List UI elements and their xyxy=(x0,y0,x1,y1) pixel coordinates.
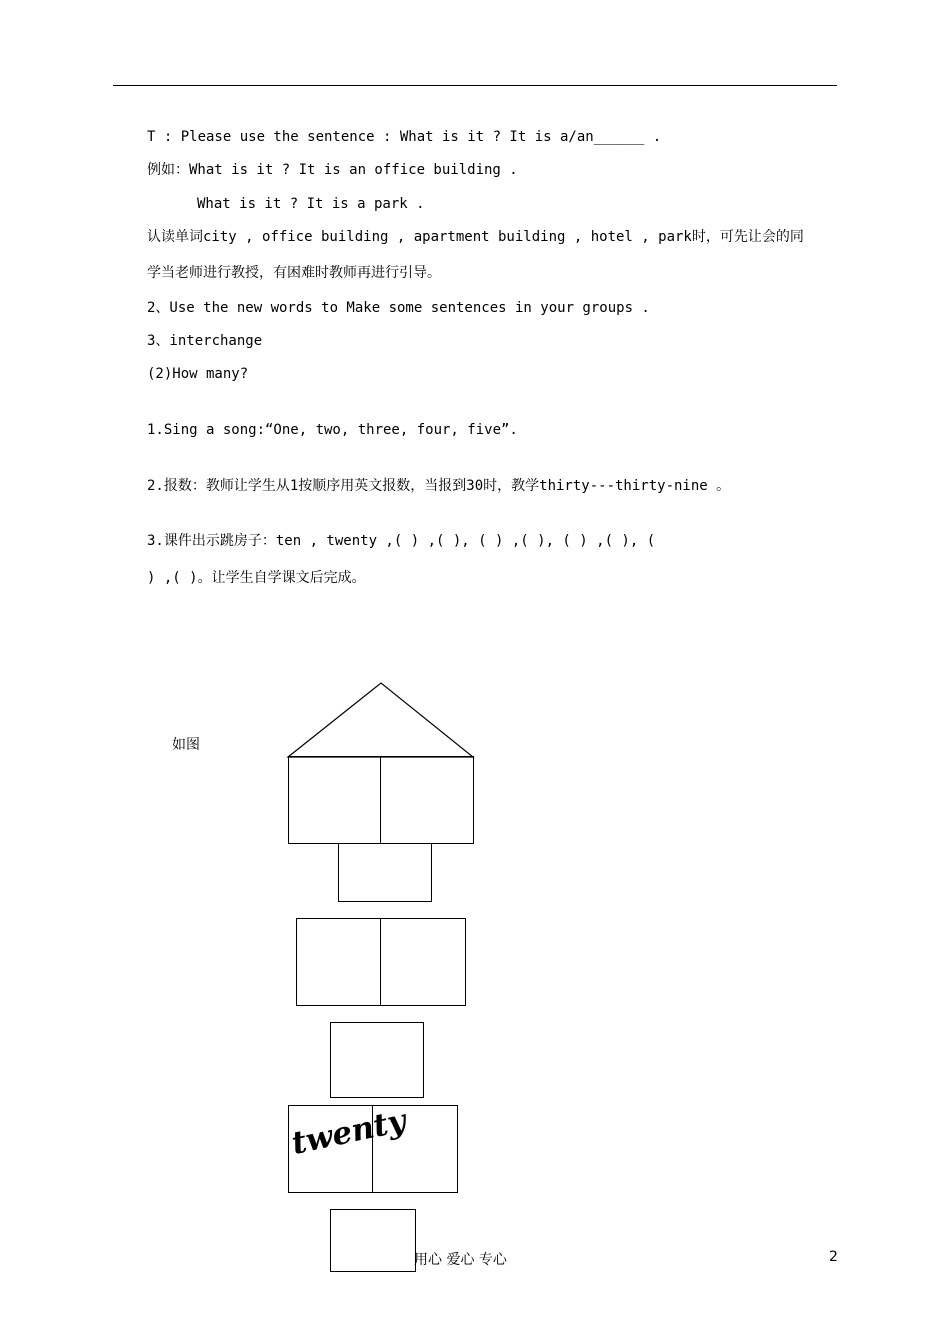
header-rule xyxy=(113,85,837,86)
text-line-example: 例如：What is it ? It is an office building . xyxy=(147,162,518,178)
text-line-step-3: 3、interchange xyxy=(147,333,263,349)
hopscotch-single-box-2 xyxy=(330,1022,424,1098)
figure-caption: 如图 xyxy=(172,737,200,753)
text-line-counting: 2.报数：教师让学生从1按顺序用英文报数，当报到30时，教学thirty---thirty-nine 。 xyxy=(147,478,731,494)
hopscotch-single-box-3 xyxy=(330,1209,416,1272)
text-line-teach: 学当老师进行教授，有困难时教师再进行引导。 xyxy=(147,265,441,281)
hopscotch-double-box-1 xyxy=(288,756,474,844)
text-line-how-many: (2)How many? xyxy=(147,366,249,382)
hopscotch-divider-2 xyxy=(380,918,381,1006)
text-line-step-2: 2、Use the new words to Make some sentences in your groups . xyxy=(147,300,650,316)
text-line-hopscotch: 3.课件出示跳房子：ten , twenty ,( ) ,( ), ( ) ,( ), ( ) ,( ), ( xyxy=(147,533,656,549)
text-line-hopscotch-2: ) ,( )。让学生自学课文后完成。 xyxy=(147,570,366,586)
text-line-example-2: What is it ? It is a park . xyxy=(197,196,425,212)
hopscotch-roof xyxy=(287,682,477,760)
text-line-song: 1.Sing a song:“One, two, three, four, five”. xyxy=(147,422,518,438)
page-number: 2 xyxy=(829,1249,838,1265)
hopscotch-double-box-2 xyxy=(296,918,466,1006)
text-line-1: T : Please use the sentence : What is it ? It is a/an______ . xyxy=(147,129,662,145)
handwritten-twenty: twenty xyxy=(288,1102,410,1162)
hopscotch-single-box-1 xyxy=(338,843,432,902)
footer-motto: 用心 爱心 专心 xyxy=(414,1252,507,1268)
hopscotch-divider-1 xyxy=(380,756,381,844)
text-line-words: 认读单词city , office building , apartment building , hotel , park时，可先让会的同 xyxy=(147,229,804,245)
